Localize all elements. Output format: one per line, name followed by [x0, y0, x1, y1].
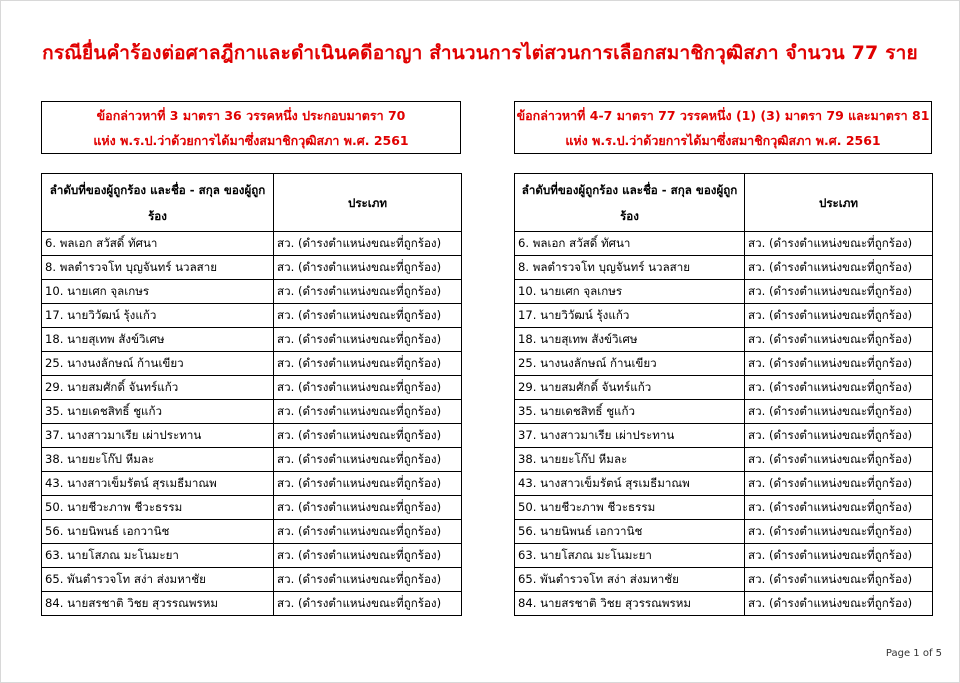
respondent-name: 43. นางสาวเข็มรัตน์ สุรเมธีมาณพ: [42, 472, 274, 496]
respondent-type: สว. (ดำรงตำแหน่งขณะที่ถูกร้อง): [274, 400, 462, 424]
right-clause-line-2: แห่ง พ.ร.ป.ว่าด้วยการได้มาซึ่งสมาชิกวุฒิสภา พ.ศ. 2561: [565, 132, 881, 148]
respondent-name: 25. นางนงลักษณ์ ก้านเขียว: [42, 352, 274, 376]
respondent-name: 6. พลเอก สวัสดิ์ ทัศนา: [515, 232, 745, 256]
table-row: [42, 304, 462, 328]
respondent-name: 38. นายยะโก๊ป หีมละ: [515, 448, 745, 472]
table-row: [42, 400, 462, 424]
respondent-type: สว. (ดำรงตำแหน่งขณะที่ถูกร้อง): [274, 448, 462, 472]
respondent-name: 8. พลตำรวจโท บุญจันทร์ นวลสาย: [515, 256, 745, 280]
table-row: [42, 352, 462, 376]
respondent-type: สว. (ดำรงตำแหน่งขณะที่ถูกร้อง): [274, 544, 462, 568]
respondent-type: สว. (ดำรงตำแหน่งขณะที่ถูกร้อง): [745, 256, 933, 280]
respondent-name: 50. นายชีวะภาพ ชีวะธรรม: [42, 496, 274, 520]
respondent-name: 35. นายเดชสิทธิ์ ชูแก้ว: [42, 400, 274, 424]
respondent-name: 18. นายสุเทพ สังข์วิเศษ: [42, 328, 274, 352]
respondent-name: 84. นายสรชาติ วิชย สุวรรณพรหม: [515, 592, 745, 616]
respondent-type: สว. (ดำรงตำแหน่งขณะที่ถูกร้อง): [274, 568, 462, 592]
left-clause-box: [41, 101, 461, 154]
table-row: [515, 304, 933, 328]
table-row: [42, 232, 462, 256]
respondent-name: 43. นางสาวเข็มรัตน์ สุรเมธีมาณพ: [515, 472, 745, 496]
table-row: [515, 544, 933, 568]
respondent-name: 84. นายสรชาติ วิชย สุวรรณพรหม: [42, 592, 274, 616]
table-row: [42, 280, 462, 304]
respondent-type: สว. (ดำรงตำแหน่งขณะที่ถูกร้อง): [274, 328, 462, 352]
header-name: ลำดับที่ของผู้ถูกร้อง และชื่อ - สกุล ของผู้ถูกร้อง: [42, 174, 274, 232]
respondent-type: สว. (ดำรงตำแหน่งขณะที่ถูกร้อง): [745, 280, 933, 304]
table-row: [42, 520, 462, 544]
respondent-name: 37. นางสาวมาเรีย เผ่าประทาน: [515, 424, 745, 448]
left-clause-line-1: ข้อกล่าวหาที่ 3 มาตรา 36 วรรคหนึ่ง ประกอบมาตรา 70: [96, 107, 406, 123]
respondent-type: สว. (ดำรงตำแหน่งขณะที่ถูกร้อง): [274, 496, 462, 520]
table-row: [42, 544, 462, 568]
table-row: [42, 328, 462, 352]
respondent-name: 35. นายเดชสิทธิ์ ชูแก้ว: [515, 400, 745, 424]
table-row: [515, 232, 933, 256]
table-row: [515, 448, 933, 472]
table-row: [42, 256, 462, 280]
table-row: [515, 376, 933, 400]
table-row: [515, 352, 933, 376]
respondent-name: 37. นางสาวมาเรีย เผ่าประทาน: [42, 424, 274, 448]
respondent-type: สว. (ดำรงตำแหน่งขณะที่ถูกร้อง): [745, 400, 933, 424]
respondent-type: สว. (ดำรงตำแหน่งขณะที่ถูกร้อง): [274, 256, 462, 280]
table-row: [42, 376, 462, 400]
respondent-name: 56. นายนิพนธ์ เอกวานิช: [515, 520, 745, 544]
respondent-type: สว. (ดำรงตำแหน่งขณะที่ถูกร้อง): [274, 592, 462, 616]
table-row: [42, 472, 462, 496]
respondent-name: 29. นายสมศักดิ์ จันทร์แก้ว: [42, 376, 274, 400]
respondent-type: สว. (ดำรงตำแหน่งขณะที่ถูกร้อง): [745, 376, 933, 400]
respondent-name: 65. พันตำรวจโท สง่า ส่งมหาชัย: [515, 568, 745, 592]
table-row: [42, 448, 462, 472]
respondent-name: 50. นายชีวะภาพ ชีวะธรรม: [515, 496, 745, 520]
table-row: [515, 496, 933, 520]
table-row: [515, 592, 933, 616]
respondent-name: 6. พลเอก สวัสดิ์ ทัศนา: [42, 232, 274, 256]
table-row: [515, 568, 933, 592]
respondent-type: สว. (ดำรงตำแหน่งขณะที่ถูกร้อง): [745, 448, 933, 472]
respondent-type: สว. (ดำรงตำแหน่งขณะที่ถูกร้อง): [274, 424, 462, 448]
respondent-type: สว. (ดำรงตำแหน่งขณะที่ถูกร้อง): [274, 352, 462, 376]
table-row: [42, 568, 462, 592]
right-respondent-table: [514, 173, 933, 616]
respondent-name: 65. พันตำรวจโท สง่า ส่งมหาชัย: [42, 568, 274, 592]
header-type: ประเภท: [274, 174, 462, 232]
respondent-type: สว. (ดำรงตำแหน่งขณะที่ถูกร้อง): [274, 376, 462, 400]
respondent-type: สว. (ดำรงตำแหน่งขณะที่ถูกร้อง): [274, 304, 462, 328]
respondent-type: สว. (ดำรงตำแหน่งขณะที่ถูกร้อง): [274, 520, 462, 544]
table-row: [515, 472, 933, 496]
page-title: กรณียื่นคำร้องต่อศาลฎีกาและดำเนินคดีอาญา สำนวนการไต่สวนการเลือกสมาชิกวุฒิสภา จำนวน 77 ราย: [42, 42, 918, 64]
respondent-type: สว. (ดำรงตำแหน่งขณะที่ถูกร้อง): [745, 232, 933, 256]
respondent-type: สว. (ดำรงตำแหน่งขณะที่ถูกร้อง): [745, 304, 933, 328]
respondent-type: สว. (ดำรงตำแหน่งขณะที่ถูกร้อง): [274, 280, 462, 304]
right-clause-line-1: ข้อกล่าวหาที่ 4-7 มาตรา 77 วรรคหนึ่ง (1) (3) มาตรา 79 และมาตรา 81: [516, 107, 930, 123]
respondent-type: สว. (ดำรงตำแหน่งขณะที่ถูกร้อง): [274, 232, 462, 256]
respondent-type: สว. (ดำรงตำแหน่งขณะที่ถูกร้อง): [745, 496, 933, 520]
table-row: [42, 424, 462, 448]
table-row: [515, 280, 933, 304]
respondent-name: 56. นายนิพนธ์ เอกวานิช: [42, 520, 274, 544]
respondent-name: 10. นายเศก จุลเกษร: [515, 280, 745, 304]
respondent-name: 17. นายวิวัฒน์ รุ้งแก้ว: [515, 304, 745, 328]
table-row: [515, 256, 933, 280]
left-respondent-table: [41, 173, 462, 616]
respondent-type: สว. (ดำรงตำแหน่งขณะที่ถูกร้อง): [745, 592, 933, 616]
respondent-name: 17. นายวิวัฒน์ รุ้งแก้ว: [42, 304, 274, 328]
respondent-type: สว. (ดำรงตำแหน่งขณะที่ถูกร้อง): [745, 424, 933, 448]
respondent-name: 63. นายโสภณ มะโนมะยา: [515, 544, 745, 568]
left-clause-line-2: แห่ง พ.ร.ป.ว่าด้วยการได้มาซึ่งสมาชิกวุฒิสภา พ.ศ. 2561: [93, 132, 409, 148]
respondent-name: 25. นางนงลักษณ์ ก้านเขียว: [515, 352, 745, 376]
page-number: Page 1 of 5: [885, 648, 942, 659]
header-type: ประเภท: [745, 174, 933, 232]
table-row: [515, 328, 933, 352]
respondent-name: 29. นายสมศักดิ์ จันทร์แก้ว: [515, 376, 745, 400]
header-name: ลำดับที่ของผู้ถูกร้อง และชื่อ - สกุล ของผู้ถูกร้อง: [515, 174, 745, 232]
respondent-type: สว. (ดำรงตำแหน่งขณะที่ถูกร้อง): [745, 544, 933, 568]
table-row: [515, 400, 933, 424]
right-clause-box: [514, 101, 932, 154]
respondent-type: สว. (ดำรงตำแหน่งขณะที่ถูกร้อง): [745, 520, 933, 544]
respondent-type: สว. (ดำรงตำแหน่งขณะที่ถูกร้อง): [745, 568, 933, 592]
table-row: [42, 592, 462, 616]
respondent-name: 10. นายเศก จุลเกษร: [42, 280, 274, 304]
respondent-type: สว. (ดำรงตำแหน่งขณะที่ถูกร้อง): [745, 352, 933, 376]
table-row: [42, 496, 462, 520]
table-row: [515, 520, 933, 544]
respondent-name: 8. พลตำรวจโท บุญจันทร์ นวลสาย: [42, 256, 274, 280]
respondent-name: 18. นายสุเทพ สังข์วิเศษ: [515, 328, 745, 352]
respondent-name: 38. นายยะโก๊ป หีมละ: [42, 448, 274, 472]
respondent-type: สว. (ดำรงตำแหน่งขณะที่ถูกร้อง): [274, 472, 462, 496]
respondent-type: สว. (ดำรงตำแหน่งขณะที่ถูกร้อง): [745, 328, 933, 352]
respondent-name: 63. นายโสภณ มะโนมะยา: [42, 544, 274, 568]
respondent-type: สว. (ดำรงตำแหน่งขณะที่ถูกร้อง): [745, 472, 933, 496]
table-row: [515, 424, 933, 448]
